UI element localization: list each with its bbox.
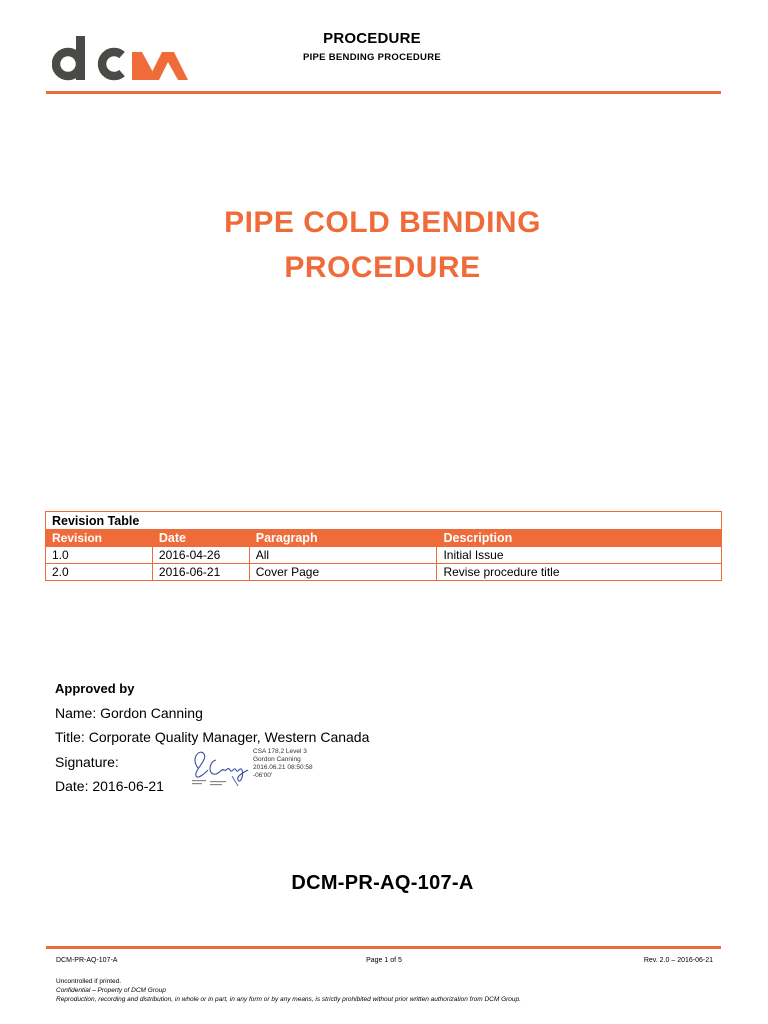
header-divider [46,91,721,94]
cell-description: Revise procedure title [437,564,722,581]
revision-table [45,511,722,581]
stamp-line: CSA 178.2 Level 3 [253,748,307,755]
revision-table-header-row [46,530,722,547]
footer-uncontrolled-note: Uncontrolled if printed. [56,978,122,985]
approved-by-heading: Approved by [55,681,135,696]
column-header-paragraph: Paragraph [249,530,437,547]
revision-table-caption-row [46,512,722,530]
digital-signature-stamp [253,748,313,780]
stamp-line: -06'00' [253,772,273,779]
cell-revision: 2.0 [46,564,153,581]
cell-date: 2016-06-21 [152,564,249,581]
cell-revision: 1.0 [46,547,153,564]
approver-name: Name: Gordon Canning [55,705,203,721]
footer-page-number: Page 1 of 5 [366,957,402,964]
footer-confidential-note: Confidential – Property of DCM Group [56,987,166,994]
column-header-description: Description [437,530,722,547]
revision-table-caption: Revision Table [46,512,722,530]
cell-description: Initial Issue [437,547,722,564]
footer-divider [46,946,721,949]
document-number: DCM-PR-AQ-107-A [291,872,474,894]
document-title [100,200,665,290]
cell-date: 2016-04-26 [152,547,249,564]
header-subtitle: PIPE BENDING PROCEDURE [302,52,442,63]
column-header-revision: Revision [46,530,153,547]
signature-label: Signature: [55,754,119,770]
handwritten-signature [186,746,250,790]
stamp-line: Gordon Canning [253,756,301,763]
approval-date: Date: 2016-06-21 [55,778,164,794]
header-title: PROCEDURE [323,30,421,47]
table-row [46,564,722,581]
footer-revision: Rev. 2.0 – 2016-06-21 [643,957,713,964]
footer-reproduction-note: Reproduction, recording and distribution, in whole or in part, in any form or by any means, is strictly prohibited without prior written authorization from DCM Group. [56,996,521,1003]
dcm-logo [52,36,192,82]
stamp-line: 2016.06.21 08:50:58 [253,764,313,771]
cell-paragraph: Cover Page [249,564,437,581]
cell-paragraph: All [249,547,437,564]
footer-doc-id: DCM-PR-AQ-107-A [56,957,118,964]
column-header-date: Date [152,530,249,547]
table-row [46,547,722,564]
document-title-line2: PROCEDURE [284,251,481,284]
approver-title: Title: Corporate Quality Manager, Western Canada [55,729,370,745]
document-title-line1: PIPE COLD BENDING [224,206,541,239]
